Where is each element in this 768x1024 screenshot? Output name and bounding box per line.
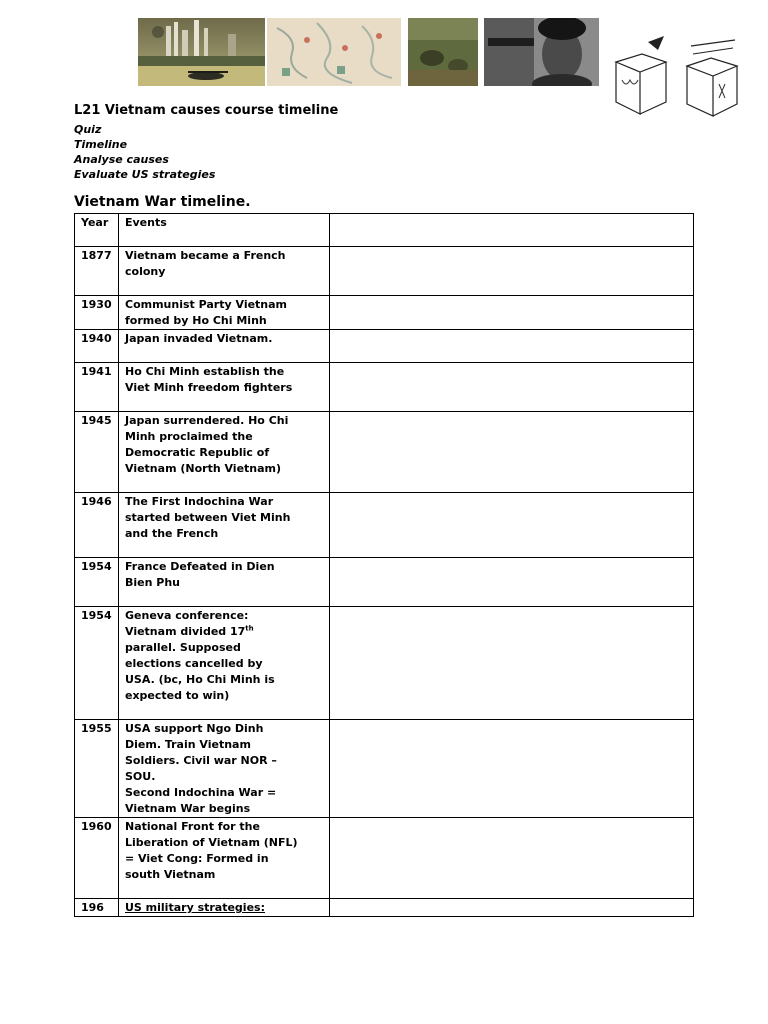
vietnamese-woman-photo [484, 18, 599, 86]
saigon-helicopter-photo [138, 18, 265, 86]
row-events [119, 296, 330, 330]
section-title: Vietnam War timeline. [74, 194, 251, 210]
timeline-table [74, 213, 694, 917]
table-row [75, 363, 694, 412]
row-year: 196 [75, 899, 119, 917]
notes-cell[interactable] [330, 363, 694, 412]
notes-cell[interactable] [330, 558, 694, 607]
notes-cell[interactable] [330, 296, 694, 330]
table-row [75, 330, 694, 363]
event-line: formed by Ho Chi Minh [125, 314, 267, 327]
row-events [119, 493, 330, 558]
row-year: 1941 [75, 363, 119, 412]
row-year: 1954 [75, 558, 119, 607]
event-line-text: Vietnam divided 17 [125, 625, 246, 638]
table-row [75, 493, 694, 558]
row-year: 1955 [75, 720, 119, 818]
event-line: USA. (bc, Ho Chi Minh is [125, 673, 275, 686]
event-line: Japan invaded Vietnam. [125, 332, 273, 345]
agenda-item-quiz: Quiz [74, 123, 102, 136]
table-row [75, 818, 694, 899]
event-line: started between Viet Minh [125, 511, 291, 524]
row-events [119, 899, 330, 917]
ordinal-suffix: th [245, 624, 254, 633]
event-line: National Front for the [125, 820, 260, 833]
event-line: Bien Phu [125, 576, 180, 589]
notes-cell[interactable] [330, 330, 694, 363]
event-line: and the French [125, 527, 219, 540]
row-year: 1960 [75, 818, 119, 899]
agenda-item-analyse: Analyse causes [74, 153, 169, 166]
row-events [119, 818, 330, 899]
notes-cell[interactable] [330, 899, 694, 917]
box-sketch-1 [608, 32, 670, 120]
row-year: 1940 [75, 330, 119, 363]
header-notes [330, 214, 694, 247]
notes-cell[interactable] [330, 818, 694, 899]
header-year: Year [75, 214, 119, 247]
event-line: elections cancelled by [125, 657, 263, 670]
row-events [119, 607, 330, 720]
row-events [119, 247, 330, 296]
event-line: Viet Minh freedom fighters [125, 381, 293, 394]
event-line: expected to win) [125, 689, 230, 702]
row-events [119, 558, 330, 607]
event-line: SOU. [125, 770, 156, 783]
event-line: Geneva conference: [125, 609, 249, 622]
table-header-row [75, 214, 694, 247]
event-line: Vietnam became a French [125, 249, 286, 262]
event-line: France Defeated in Dien [125, 560, 275, 573]
row-events [119, 363, 330, 412]
row-events [119, 720, 330, 818]
agenda-list [74, 122, 215, 182]
table-row [75, 296, 694, 330]
event-line: Democratic Republic of [125, 446, 270, 459]
row-year: 1954 [75, 607, 119, 720]
notes-cell[interactable] [330, 493, 694, 558]
table-row [75, 720, 694, 818]
notes-cell[interactable] [330, 412, 694, 493]
event-line: US military strategies: [125, 901, 265, 914]
agenda-item-timeline: Timeline [74, 138, 128, 151]
event-line: south Vietnam [125, 868, 216, 881]
notes-cell[interactable] [330, 720, 694, 818]
event-line: Liberation of Vietnam (NFL) [125, 836, 298, 849]
vietnam-map-drawing [267, 18, 401, 86]
event-line: colony [125, 265, 166, 278]
lesson-title: L21 Vietnam causes course timeline [74, 103, 339, 118]
event-line: The First Indochina War [125, 495, 274, 508]
row-year: 1877 [75, 247, 119, 296]
event-line: Soldiers. Civil war NOR – [125, 754, 277, 767]
soldiers-jungle-photo [408, 18, 478, 86]
table-row [75, 607, 694, 720]
event-line: Vietnam War begins [125, 802, 251, 815]
agenda-item-evaluate: Evaluate US strategies [74, 168, 216, 181]
table-row [75, 558, 694, 607]
event-line: = Viet Cong: Formed in [125, 852, 269, 865]
box-sketch-2 [681, 32, 743, 120]
event-line: USA support Ngo Dinh [125, 722, 264, 735]
table-row [75, 899, 694, 917]
row-year: 1946 [75, 493, 119, 558]
event-line: Second Indochina War = [125, 786, 277, 799]
row-year: 1945 [75, 412, 119, 493]
event-line: Japan surrendered. Ho Chi [125, 414, 289, 427]
table-row [75, 247, 694, 296]
table-row [75, 412, 694, 493]
event-line: parallel. Supposed [125, 641, 241, 654]
notes-cell[interactable] [330, 607, 694, 720]
event-line: Diem. Train Vietnam [125, 738, 251, 751]
event-line: Minh proclaimed the [125, 430, 253, 443]
header-events: Events [119, 214, 330, 247]
notes-cell[interactable] [330, 247, 694, 296]
event-line: Communist Party Vietnam [125, 298, 288, 311]
event-line: Vietnam (North Vietnam) [125, 462, 282, 475]
row-events [119, 412, 330, 493]
event-line: Ho Chi Minh establish the [125, 365, 285, 378]
event-line [125, 624, 323, 640]
row-year: 1930 [75, 296, 119, 330]
row-events [119, 330, 330, 363]
